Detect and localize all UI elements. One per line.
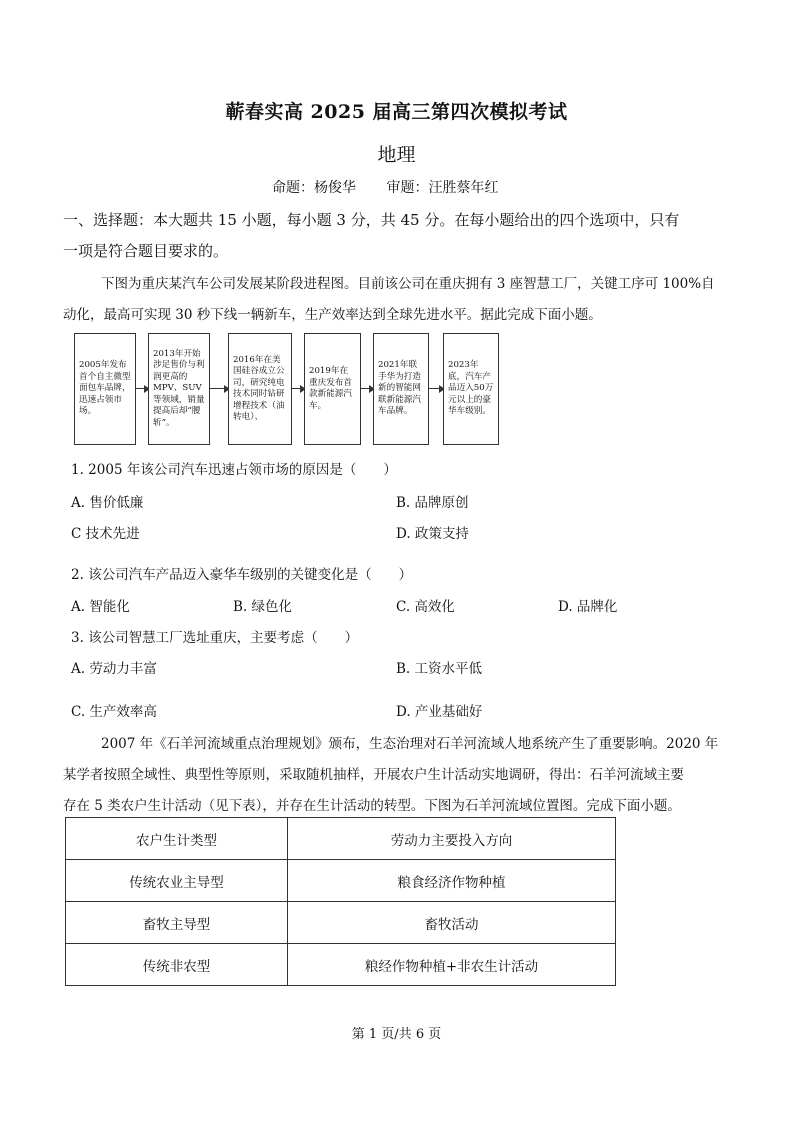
question-1-option-b: B. 品牌原创: [396, 495, 469, 511]
table-cell: 畜牧活动: [288, 902, 616, 944]
table-cell: 畜牧主导型: [66, 902, 288, 944]
subject-title: 地理: [377, 144, 416, 166]
passage1-line1: 下图为重庆某汽车公司发展某阶段进程图。目前该公司在重庆拥有 3 座智慧工厂，关键工序可 100%自: [101, 276, 715, 292]
question-2-stem: 2. 该公司汽车产品迈入豪华车级别的关键变化是（ ）: [71, 567, 413, 583]
flow-step-6: 2023年底，汽车产品迈入50万元以上的豪华车级别。: [443, 333, 499, 445]
table-cell: 粮经作物种植+非农生计活动: [288, 944, 616, 986]
flow-step-3: 2016年在美国硅谷成立公司，研究纯电技术同时钻研增程技术（油转电）、: [228, 333, 292, 445]
passage2-line3: 存在 5 类农户生计活动（见下表），并存在生计活动的转型。下图为石羊河流域位置图。完成下面小题。: [63, 798, 681, 814]
flow-arrow: [210, 388, 228, 389]
table-row: [66, 944, 616, 986]
question-1-option-c: C 技术先进: [71, 526, 140, 542]
flow-arrow: [361, 388, 373, 389]
question-3-option-c: C. 生产效率高: [71, 704, 157, 720]
exam-title: 蕲春实高 2025 届高三第四次模拟考试: [225, 101, 568, 123]
table-header-cell: 劳动力主要投入方向: [288, 818, 616, 860]
table-cell: 传统非农型: [66, 944, 288, 986]
question-1-stem: 1. 2005 年该公司汽车迅速占领市场的原因是（ ）: [71, 462, 397, 478]
reviewer-label: 审题：汪胜蔡年红: [386, 180, 499, 196]
passage2-line1: 2007 年《石羊河流域重点治理规划》颁布，生态治理对石羊河流域人地系统产生了重要影响。2020 年: [101, 736, 719, 752]
table-cell: 粮食经济作物种植: [288, 860, 616, 902]
company-timeline-flowchart: [72, 333, 512, 447]
flow-step-5: 2021年联手华为打造新的智能网联新能源汽车品牌。: [373, 333, 429, 445]
passage1-line2: 动化，最高可实现 30 秒下线一辆新车，生产效率达到全球先进水平。据此完成下面小题。: [63, 307, 602, 323]
flow-arrow: [292, 388, 304, 389]
flow-step-4: 2019年在重庆发布首款新能源汽车。: [304, 333, 361, 445]
passage2-line2: 某学者按照全域性、典型性等原则，采取随机抽样，开展农户生计活动实地调研，得出：石羊河流域主要: [63, 767, 684, 783]
question-2-option-c: C. 高效化: [396, 599, 455, 615]
table-header-cell: 农户生计类型: [66, 818, 288, 860]
flow-arrow: [136, 388, 148, 389]
question-3-option-b: B. 工资水平低: [396, 661, 483, 677]
section-heading-line2: 一项是符合题目要求的。: [63, 242, 229, 260]
flow-arrow: [429, 388, 443, 389]
section-heading-line1: 一、选择题：本大题共 15 小题，每小题 3 分，共 45 分。在每小题给出的四个选项中，只有: [63, 211, 680, 229]
table-row: [66, 860, 616, 902]
question-2-option-d: D. 品牌化: [558, 599, 618, 615]
question-3-option-d: D. 产业基础好: [396, 704, 483, 720]
flow-step-2: 2013年开始涉足售价与利润更高的MPV、SUV等领域，销量提高后却“腰斩”。: [148, 333, 210, 445]
authors-line: [272, 177, 524, 197]
setter-label: 命题：杨俊华: [272, 180, 356, 196]
question-1-option-d: D. 政策支持: [396, 526, 469, 542]
page-footer: 第 1 页/共 6 页: [351, 1027, 442, 1042]
question-3-stem: 3. 该公司智慧工厂选址重庆，主要考虑（ ）: [71, 630, 359, 646]
table-cell: 传统农业主导型: [66, 860, 288, 902]
question-2-option-b: B. 绿色化: [233, 599, 293, 615]
question-1-option-a: A. 售价低廉: [71, 495, 144, 511]
table-header-row: [66, 818, 616, 860]
flow-step-1: 2005年发布首个自主微型面包车品牌，迅速占领市场。: [74, 333, 136, 445]
table-row: [66, 902, 616, 944]
question-3-option-a: A. 劳动力丰富: [71, 661, 157, 677]
question-2-option-a: A. 智能化: [71, 599, 130, 615]
livelihood-table: [65, 817, 616, 986]
